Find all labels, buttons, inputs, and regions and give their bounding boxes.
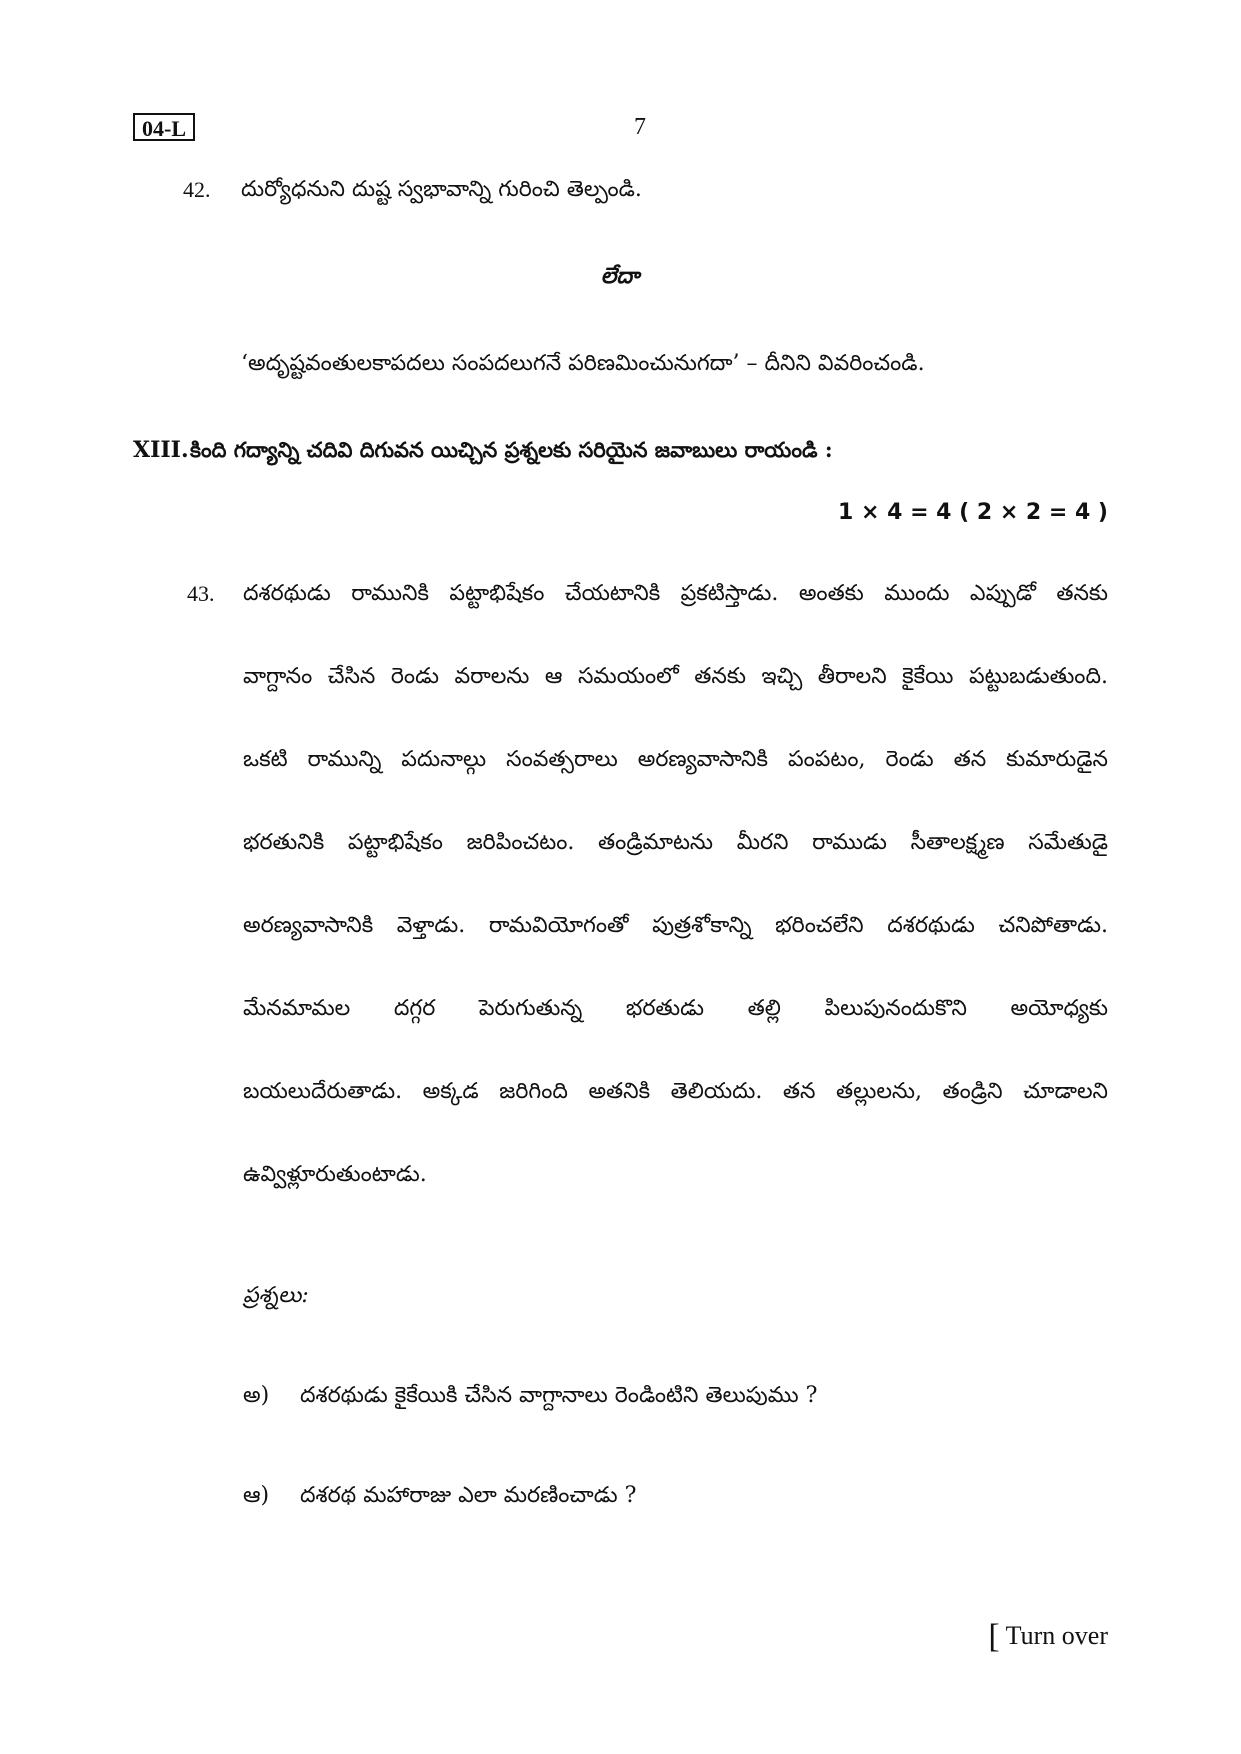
passage-line-4: భరతునికి పట్టాభిషేకం జరిపించటం. తండ్రిమాటను మీరని రాముడు సీతాలక్ష్మణ సమేతుడై	[243, 830, 1108, 855]
turn-over-footer	[988, 1618, 1108, 1655]
passage-line-1: దశరథుడు రామునికి పట్టాభిషేకం చేయటానికి ప్రకటిస్తాడు. అంతకు ముందు ఎప్పుడో తనకు	[243, 581, 1108, 606]
question-43-passage	[243, 574, 1108, 1195]
question-42-text: దుర్యోధనుని దుష్ట స్వభావాన్ని గురించి తెల్పండి.	[241, 177, 642, 202]
section-13-marks: 1 × 4 = 4 ( 2 × 2 = 4 )	[838, 500, 1108, 525]
passage-line-6: మేనమామల దగ్గర పెరుగుతున్న భరతుడు తల్లి పిలుపునందుకొని అయోధ్యకు	[243, 996, 1108, 1021]
question-42-number: 42.	[183, 177, 211, 202]
passage-line-8: ఉవ్విళ్లూరుతుంటాడు.	[243, 1162, 427, 1187]
question-42-alternative-text: ‘అదృష్టవంతులకాపదలు సంపదలుగనే పరిణమించునుగదా’ – దీనిని వివరించండి.	[241, 351, 925, 376]
passage-line-2: వాగ్దానం చేసిన రెండు వరాలను ఆ సమయంలో తనకు ఇచ్చి తీరాలని కైకేయి పట్టుబడుతుంది.	[243, 664, 1108, 689]
section-13-instruction: కింది గద్యాన్ని చదివి దిగువన యిచ్చిన ప్రశ్నలకు సరియైన జవాబులు రాయండి :	[190, 437, 833, 462]
questions-heading: ప్రశ్నలు:	[243, 1283, 309, 1308]
question-b-text: దశరథ మహారాజు ఎలా మరణించాడు ?	[300, 1483, 637, 1508]
or-label: లేదా	[600, 263, 640, 289]
section-13-label: XIII.	[133, 437, 189, 463]
turn-over-text: Turn over	[1005, 1621, 1108, 1650]
paper-code-box: 04-L	[133, 113, 195, 141]
passage-line-7: బయలుదేరుతాడు. అక్కడ జరిగింది అతనికి తెలియదు. తన తల్లులను, తండ్రిని చూడాలని	[243, 1079, 1108, 1104]
page-number: 7	[634, 114, 646, 140]
question-a-label: అ)	[243, 1383, 270, 1408]
passage-line-3: ఒకటి రామున్ని పదునాల్గు సంవత్సరాలు అరణ్యవాసానికి పంపటం, రెండు తన కుమారుడైన	[243, 747, 1108, 772]
question-43-number: 43.	[187, 581, 215, 606]
question-b-label: ఆ)	[243, 1483, 270, 1508]
footer-bracket: [	[988, 1618, 1000, 1655]
question-a-text: దశరథుడు కైకేయికి చేసిన వాగ్దానాలు రెండింటిని తెలుపుము ?	[300, 1383, 818, 1408]
passage-line-5: అరణ్యవాసానికి వెళ్తాడు. రామవియోగంతో పుత్రశోకాన్ని భరించలేని దశరథుడు చనిపోతాడు.	[243, 913, 1108, 938]
